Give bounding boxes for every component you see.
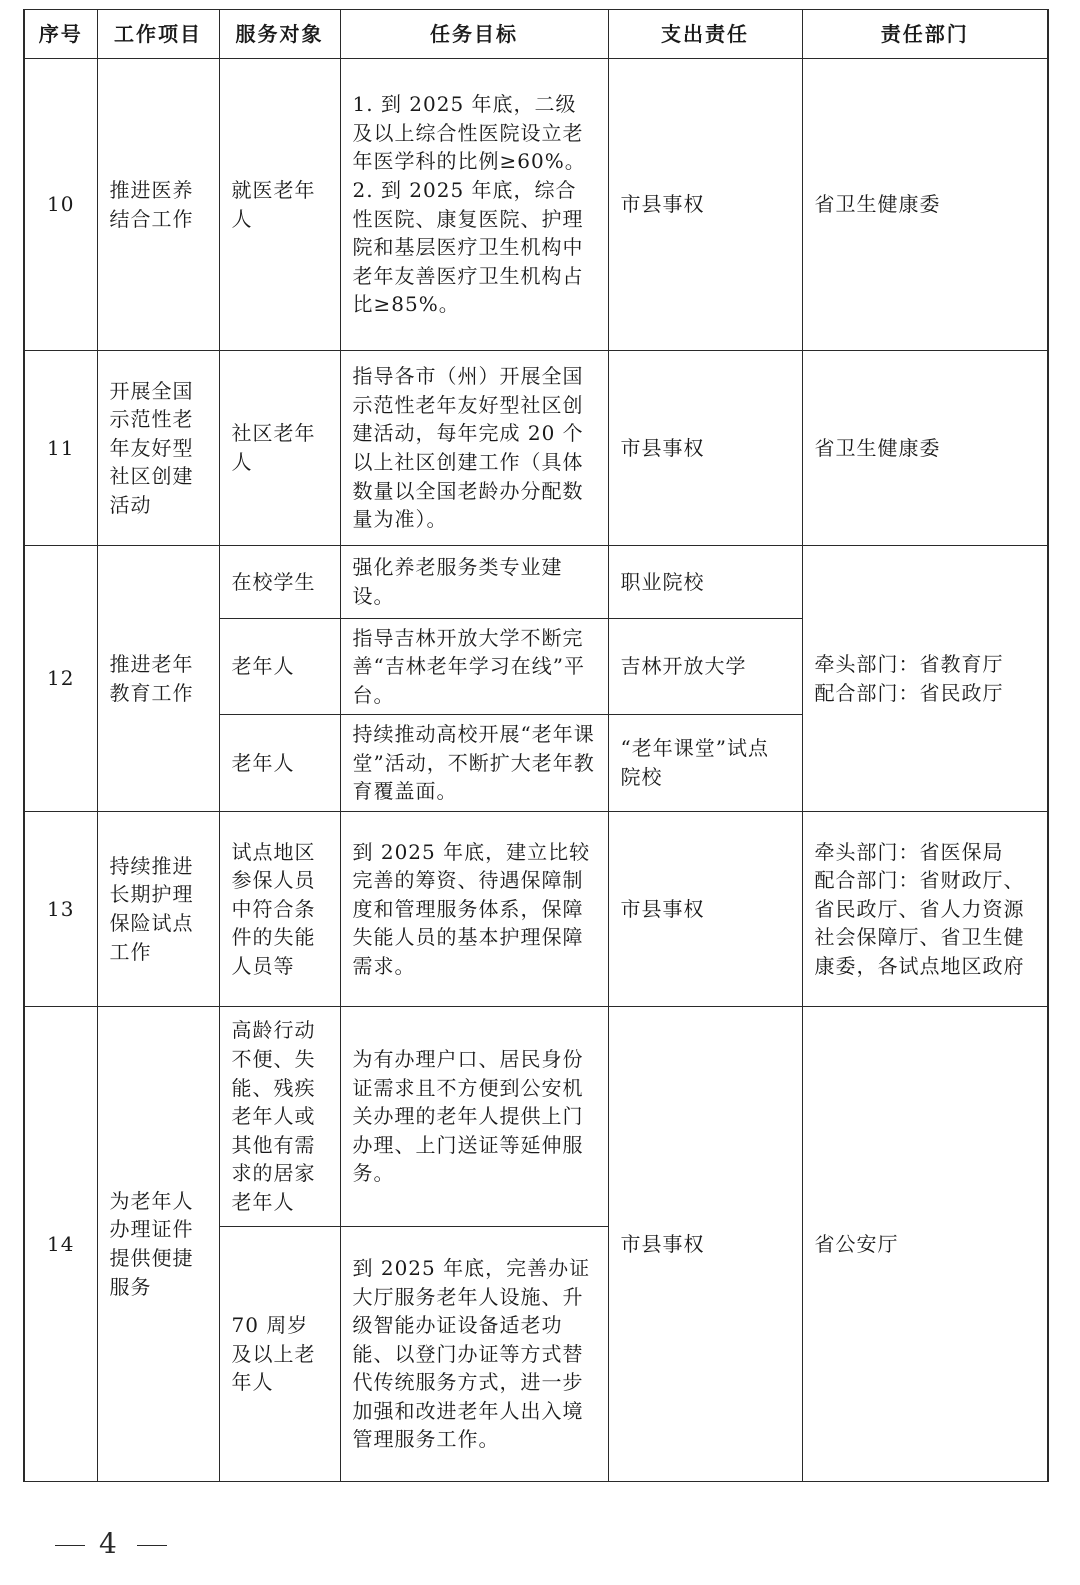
- department-line: 牵头部门：省医保局: [814, 839, 1004, 864]
- table-row: [24, 59, 1048, 351]
- header-target: 服务对象: [219, 10, 340, 59]
- row-goal: [340, 59, 608, 351]
- row-goal: 到 2025 年底，完善办证大厅服务老年人设施、升级智能办证设备适老功能、以登门办证等方式替代传统服务方式，进一步加强和改进老年人出入境管理服务工作。: [340, 1227, 608, 1482]
- row-expense: 市县事权: [608, 812, 802, 1007]
- row-goal: 到 2025 年底，建立比较完善的筹资、待遇保障制度和管理服务体系，保障失能人员的基本护理保障需求。: [340, 812, 608, 1007]
- row-target: 老年人: [219, 619, 340, 715]
- row-department: [802, 812, 1048, 1007]
- goal-line: 2. 到 2025 年底，综合性医院、康复医院、护理院和基层医疗卫生机构中老年友善医疗卫生机构占比≥85%。: [352, 177, 584, 317]
- row-goal: 指导吉林开放大学不断完善“吉林老年学习在线”平台。: [340, 619, 608, 715]
- department-line: 配合部门：省财政厅、省民政厅、省人力资源社会保障厅、省卫生健康委，各试点地区政府: [814, 868, 1025, 978]
- row-project: 推进老年教育工作: [97, 546, 219, 812]
- row-target: 试点地区参保人员中符合条件的失能人员等: [219, 812, 340, 1007]
- table-header-row: [24, 10, 1048, 59]
- row-expense: 市县事权: [608, 351, 802, 546]
- row-target: 老年人: [219, 715, 340, 812]
- row-goal: 为有办理户口、居民身份证需求且不方便到公安机关办理的老年人提供上门办理、上门送证等延伸服务。: [340, 1007, 608, 1227]
- row-expense: “老年课堂”试点院校: [608, 715, 802, 812]
- row-target: 在校学生: [219, 546, 340, 619]
- department-line: 配合部门：省民政厅: [814, 680, 1004, 705]
- row-expense: 市县事权: [608, 1007, 802, 1482]
- row-department: 省公安厅: [802, 1007, 1048, 1482]
- footer-dash-left: [55, 1545, 85, 1547]
- row-target: 就医老年人: [219, 59, 340, 351]
- table-row: [24, 351, 1048, 546]
- row-seq: 14: [24, 1007, 97, 1482]
- row-seq: 12: [24, 546, 97, 812]
- row-department: 省卫生健康委: [802, 351, 1048, 546]
- department-line: 牵头部门：省教育厅: [814, 651, 1004, 676]
- row-seq: 13: [24, 812, 97, 1007]
- row-project: 推进医养结合工作: [97, 59, 219, 351]
- table-row: [24, 812, 1048, 1007]
- row-project: 为老年人办理证件提供便捷服务: [97, 1007, 219, 1482]
- header-goal: 任务目标: [340, 10, 608, 59]
- row-goal: 强化养老服务类专业建设。: [340, 546, 608, 619]
- table-row: [24, 1007, 1048, 1227]
- row-seq: 11: [24, 351, 97, 546]
- row-target: 70 周岁及以上老年人: [219, 1227, 340, 1482]
- row-target: 高龄行动不便、失能、残疾老年人或其他有需求的居家老年人: [219, 1007, 340, 1227]
- task-table: [23, 9, 1049, 1482]
- table-row: [24, 546, 1048, 619]
- row-seq: 10: [24, 59, 97, 351]
- row-goal: 持续推动高校开展“老年课堂”活动，不断扩大老年教育覆盖面。: [340, 715, 608, 812]
- footer-dash-right: [137, 1545, 167, 1547]
- header-department: 责任部门: [802, 10, 1048, 59]
- row-department: [802, 546, 1048, 812]
- row-expense: 职业院校: [608, 546, 802, 619]
- goal-line: 1. 到 2025 年底，二级及以上综合性医院设立老年医学科的比例≥60%。: [352, 92, 586, 174]
- row-expense: 市县事权: [608, 59, 802, 351]
- header-expense: 支出责任: [608, 10, 802, 59]
- row-project: 持续推进长期护理保险试点工作: [97, 812, 219, 1007]
- row-department: 省卫生健康委: [802, 59, 1048, 351]
- row-goal: 指导各市（州）开展全国示范性老年友好型社区创建活动，每年完成 20 个以上社区创建工作（具体数量以全国老龄办分配数量为准）。: [340, 351, 608, 546]
- page-number: 4: [99, 1527, 123, 1560]
- header-seq: 序号: [24, 10, 97, 59]
- page-footer: [55, 1528, 167, 1560]
- row-target: 社区老年人: [219, 351, 340, 546]
- row-expense: 吉林开放大学: [608, 619, 802, 715]
- header-project: 工作项目: [97, 10, 219, 59]
- row-project: 开展全国示范性老年友好型社区创建活动: [97, 351, 219, 546]
